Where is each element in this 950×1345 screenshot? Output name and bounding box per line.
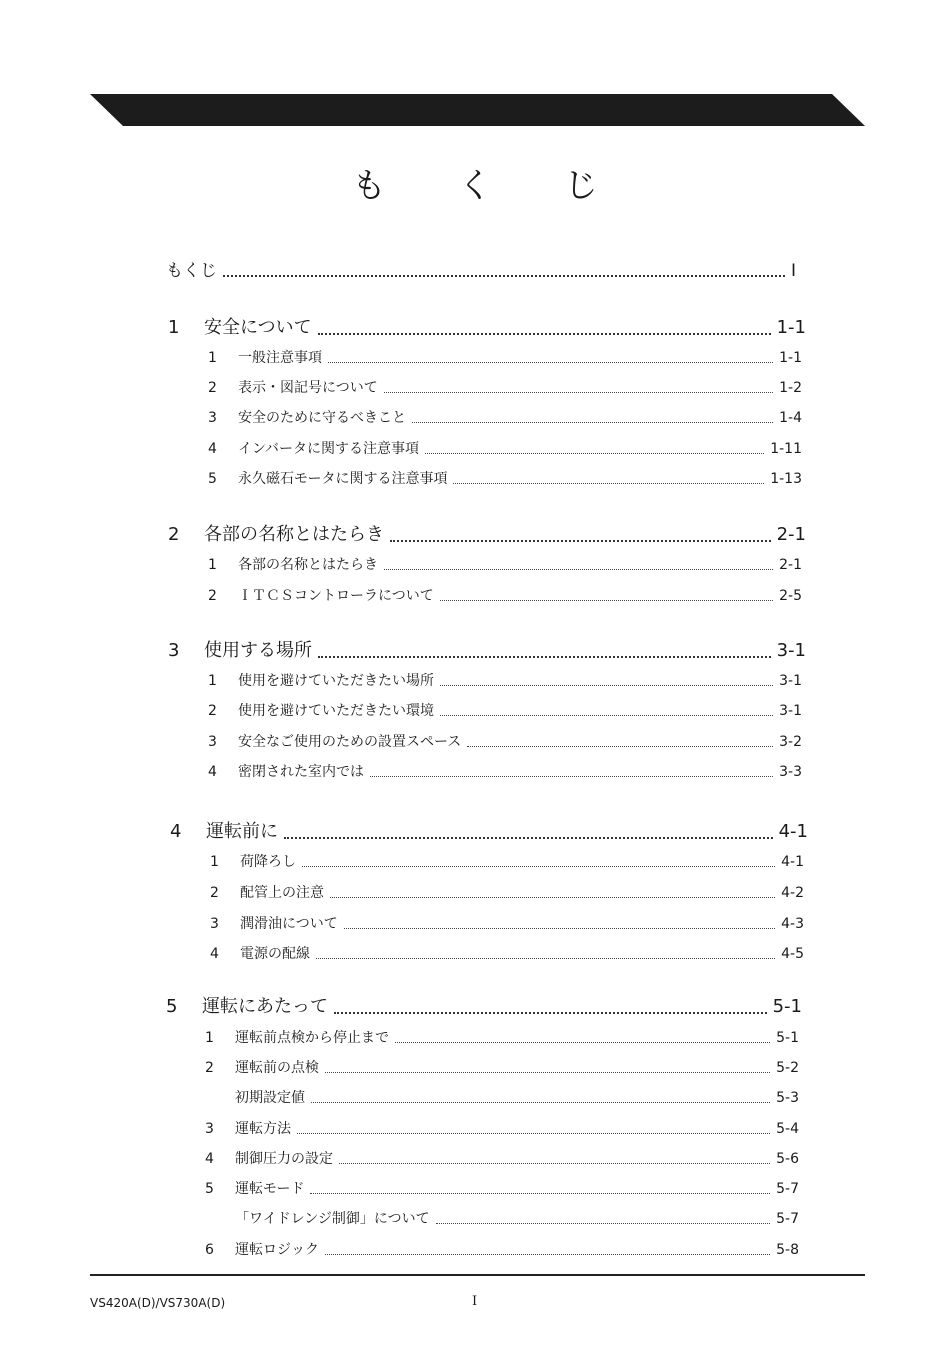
toc-entry-number: 5 bbox=[205, 1181, 214, 1197]
dot-leader bbox=[440, 715, 773, 716]
footer-model-number: VS420A(D)/VS730A(D) bbox=[90, 1296, 226, 1310]
toc-page-number: 5-1 bbox=[772, 996, 802, 1017]
toc-section-3-1[interactable] bbox=[208, 670, 802, 690]
dot-leader bbox=[302, 866, 775, 867]
toc-entry-label: 安全のために守るべきこと bbox=[238, 410, 406, 426]
toc-page-number: 3-1 bbox=[779, 673, 802, 689]
toc-section-3-4[interactable] bbox=[208, 761, 802, 781]
dot-leader bbox=[310, 1193, 770, 1194]
toc-entry-contents[interactable] bbox=[166, 256, 796, 281]
toc-page-number: 1-1 bbox=[776, 317, 806, 338]
toc-section-5-6[interactable] bbox=[205, 1239, 799, 1259]
footer-page-number: I bbox=[472, 1294, 478, 1309]
toc-entry-number: 4 bbox=[208, 441, 217, 457]
toc-chapter-5[interactable] bbox=[166, 992, 802, 1018]
toc-section-5-1[interactable] bbox=[205, 1027, 799, 1047]
toc-page-number: 4-3 bbox=[781, 916, 804, 932]
toc-entry-number: 6 bbox=[205, 1242, 214, 1258]
dot-leader bbox=[344, 928, 775, 929]
toc-section-1-5[interactable] bbox=[208, 468, 802, 488]
toc-chapter-3[interactable] bbox=[168, 636, 806, 662]
toc-section-1-2[interactable] bbox=[208, 377, 802, 397]
toc-page-number: 3-2 bbox=[779, 734, 802, 750]
toc-entry-label: 電源の配線 bbox=[240, 946, 310, 962]
toc-entry-label: 配管上の注意 bbox=[240, 885, 324, 901]
toc-entry-label: 運転ロジック bbox=[235, 1242, 319, 1258]
toc-section-4-3[interactable] bbox=[210, 913, 804, 933]
page-title: も く じ bbox=[351, 166, 629, 206]
dot-leader bbox=[395, 1042, 770, 1043]
dot-leader bbox=[384, 569, 773, 570]
toc-entry-label: 密閉された室内では bbox=[238, 764, 364, 780]
toc-page-number: 5-8 bbox=[776, 1242, 799, 1258]
toc-page-number: 4-2 bbox=[781, 885, 804, 901]
toc-chapter-4[interactable] bbox=[170, 817, 808, 843]
dot-leader bbox=[453, 483, 764, 484]
toc-section-2-1[interactable] bbox=[208, 554, 802, 574]
toc-entry-label: 各部の名称とはたらき bbox=[238, 557, 378, 573]
toc-section-4-4[interactable] bbox=[210, 943, 804, 963]
dot-leader bbox=[412, 422, 773, 423]
toc-entry-number: 3 bbox=[168, 640, 180, 661]
toc-entry-number: 4 bbox=[205, 1151, 214, 1167]
toc-entry-label: 使用する場所 bbox=[204, 640, 312, 661]
dot-leader bbox=[318, 656, 771, 658]
toc-section-4-1[interactable] bbox=[210, 851, 804, 871]
toc-entry-label: 安全について bbox=[204, 317, 312, 338]
toc-entry-label: 運転モード bbox=[235, 1181, 305, 1197]
dot-leader bbox=[223, 275, 785, 277]
toc-entry-number: 4 bbox=[170, 821, 182, 842]
toc-section-1-3[interactable] bbox=[208, 407, 802, 427]
dot-leader bbox=[311, 1102, 770, 1103]
dot-leader bbox=[436, 1223, 771, 1224]
toc-entry-label: 運転前の点検 bbox=[235, 1060, 319, 1076]
toc-entry-number: 1 bbox=[205, 1030, 214, 1046]
dot-leader bbox=[370, 776, 773, 777]
toc-entry-number: 1 bbox=[208, 673, 217, 689]
toc-section-1-4[interactable] bbox=[208, 438, 802, 458]
dot-leader bbox=[325, 1072, 770, 1073]
toc-entry-label: もくじ bbox=[166, 261, 217, 281]
dot-leader bbox=[297, 1133, 770, 1134]
toc-page-number: 1-1 bbox=[779, 350, 802, 366]
toc-page-number: 2-5 bbox=[779, 588, 802, 604]
toc-entry-label: 永久磁石モータに関する注意事項 bbox=[238, 471, 448, 487]
dot-leader bbox=[316, 958, 775, 959]
toc-page-number: 5-7 bbox=[776, 1181, 799, 1197]
toc-page-number: 5-6 bbox=[776, 1151, 799, 1167]
toc-entry-number: 4 bbox=[210, 946, 219, 962]
toc-section-2-2[interactable] bbox=[208, 585, 802, 605]
toc-entry-number: 2 bbox=[208, 380, 217, 396]
toc-page-number: I bbox=[790, 261, 796, 281]
toc-section-3-2[interactable] bbox=[208, 700, 802, 720]
header-banner bbox=[90, 94, 865, 126]
dot-leader bbox=[339, 1163, 770, 1164]
dot-leader bbox=[325, 1254, 770, 1255]
toc-entry-label: 運転にあたって bbox=[202, 996, 328, 1017]
dot-leader bbox=[318, 333, 771, 335]
toc-page-number: 3-3 bbox=[779, 764, 802, 780]
dot-leader bbox=[334, 1012, 767, 1014]
toc-page-number: 3-1 bbox=[776, 640, 806, 661]
toc-page-number: 1-11 bbox=[770, 441, 802, 457]
toc-entry-number: 1 bbox=[208, 350, 217, 366]
toc-entry-number: 2 bbox=[168, 524, 180, 545]
dot-leader bbox=[384, 392, 773, 393]
toc-page-number: 4-1 bbox=[778, 821, 808, 842]
toc-entry-number: 4 bbox=[208, 764, 217, 780]
toc-page-number: 4-1 bbox=[781, 854, 804, 870]
footer-divider bbox=[90, 1274, 865, 1276]
toc-entry-number: 3 bbox=[210, 916, 219, 932]
toc-entry-label: インバータに関する注意事項 bbox=[238, 441, 420, 457]
toc-page-number: 3-1 bbox=[779, 703, 802, 719]
toc-section-5-sub[interactable] bbox=[205, 1087, 799, 1107]
toc-entry-label: ＩＴＣＳコントローラについて bbox=[238, 588, 434, 604]
toc-entry-label: 一般注意事項 bbox=[238, 350, 322, 366]
toc-section-3-3[interactable] bbox=[208, 731, 802, 751]
toc-entry-label: 荷降ろし bbox=[240, 854, 296, 870]
toc-entry-number: 3 bbox=[205, 1121, 214, 1137]
dot-leader bbox=[440, 685, 773, 686]
toc-entry-number: 5 bbox=[208, 471, 217, 487]
toc-entry-label: 潤滑油について bbox=[240, 916, 338, 932]
toc-page-number: 2-1 bbox=[776, 524, 806, 545]
dot-leader bbox=[467, 746, 773, 747]
toc-section-5-3[interactable] bbox=[205, 1118, 799, 1138]
toc-entry-label: 運転前に bbox=[206, 821, 278, 842]
toc-chapter-2[interactable] bbox=[168, 520, 806, 546]
toc-page-number: 5-1 bbox=[776, 1030, 799, 1046]
toc-page-number: 5-3 bbox=[776, 1090, 799, 1106]
dot-leader bbox=[330, 897, 775, 898]
dot-leader bbox=[440, 600, 773, 601]
toc-entry-number: 2 bbox=[208, 703, 217, 719]
toc-page-number: 2-1 bbox=[779, 557, 802, 573]
toc-section-4-2[interactable] bbox=[210, 882, 804, 902]
toc-entry-label: 運転前点検から停止まで bbox=[235, 1030, 389, 1046]
toc-page-number: 5-2 bbox=[776, 1060, 799, 1076]
toc-section-5-4[interactable] bbox=[205, 1148, 799, 1168]
toc-entry-label: 初期設定値 bbox=[235, 1090, 305, 1106]
toc-entry-number: 3 bbox=[208, 410, 217, 426]
toc-entry-label: 使用を避けていただきたい環境 bbox=[238, 703, 434, 719]
toc-section-1-1[interactable] bbox=[208, 347, 802, 367]
dot-leader bbox=[425, 453, 764, 454]
toc-entry-label: 各部の名称とはたらき bbox=[204, 524, 384, 545]
toc-entry-number: 2 bbox=[205, 1060, 214, 1076]
toc-page-number: 5-7 bbox=[776, 1211, 799, 1227]
toc-entry-label: 使用を避けていただきたい場所 bbox=[238, 673, 434, 689]
toc-entry-number: 1 bbox=[168, 317, 180, 338]
toc-entry-label: 安全なご使用のための設置スペース bbox=[238, 734, 462, 750]
toc-entry-number: 2 bbox=[208, 588, 217, 604]
toc-entry-label: 「ワイドレンジ制御」について bbox=[235, 1211, 430, 1227]
toc-page-number: 1-4 bbox=[779, 410, 802, 426]
toc-section-5-2[interactable] bbox=[205, 1057, 799, 1077]
toc-entry-label: 表示・図記号について bbox=[238, 380, 378, 396]
dot-leader bbox=[328, 362, 773, 363]
toc-chapter-1[interactable] bbox=[168, 313, 806, 339]
toc-section-5-sub[interactable] bbox=[205, 1208, 799, 1228]
toc-entry-label: 制御圧力の設定 bbox=[235, 1151, 333, 1167]
toc-entry-number: 2 bbox=[210, 885, 219, 901]
toc-entry-number: 5 bbox=[166, 996, 178, 1017]
toc-section-5-5[interactable] bbox=[205, 1178, 799, 1198]
toc-entry-number: 1 bbox=[210, 854, 219, 870]
toc-page-number: 1-2 bbox=[779, 380, 802, 396]
toc-page-number: 1-13 bbox=[770, 471, 802, 487]
toc-page-number: 4-5 bbox=[781, 946, 804, 962]
toc-page-number: 5-4 bbox=[776, 1121, 799, 1137]
toc-entry-number: 1 bbox=[208, 557, 217, 573]
toc-entry-label: 運転方法 bbox=[235, 1121, 291, 1137]
toc-entry-number: 3 bbox=[208, 734, 217, 750]
dot-leader bbox=[390, 540, 771, 542]
dot-leader bbox=[284, 837, 773, 839]
